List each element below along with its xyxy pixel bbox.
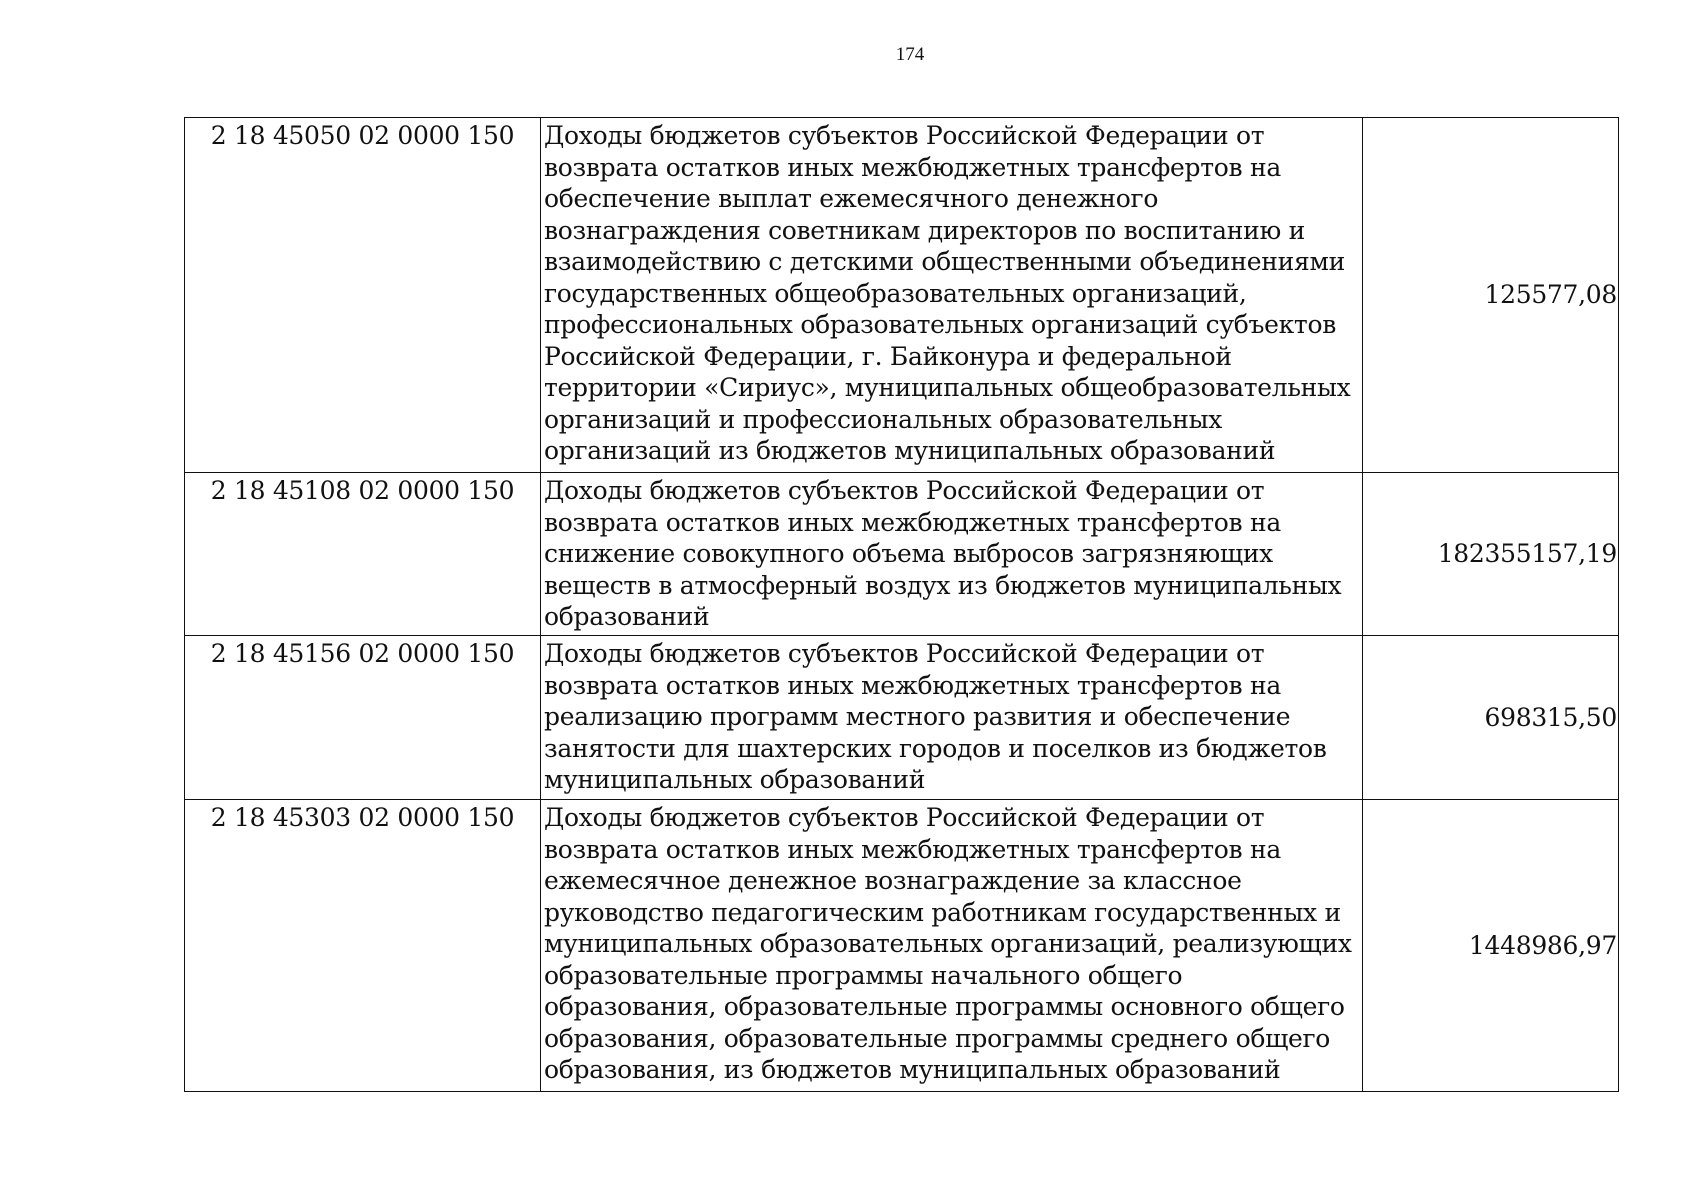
description-cell: Доходы бюджетов субъектов Российской Федерации от возврата остатков иных межбюджетных трансфертов на ежемесячное денежное вознаграждение за классное руководство педагогическим работникам государственных и муниципальных образовательных организаций, реализующих образовательные программы начального общего образования, образовательные программы основного общего образования, образовательные программы среднего общего образования, из бюджетов муниципальных образований: [541, 800, 1363, 1092]
description-cell: Доходы бюджетов субъектов Российской Федерации от возврата остатков иных межбюджетных трансфертов на обеспечение выплат ежемесячного денежного вознаграждения советникам директоров по воспитанию и взаимодействию с детскими общественными объединениями государственных общеобразовательных организаций, профессиональных образовательных организаций субъектов Российской Федерации, г. Байконура и федеральной территории «Сириус», муниципальных общеобразовательных организаций и профессиональных образовательных организаций из бюджетов муниципальных образований: [541, 118, 1363, 473]
revenue-table: [184, 117, 1619, 1092]
table-row: [185, 118, 1619, 473]
amount-cell: 125577,08: [1363, 118, 1619, 473]
budget-code-cell: 2 18 45050 02 0000 150: [185, 118, 541, 473]
page-number: 174: [895, 44, 925, 65]
table-row: [185, 800, 1619, 1092]
table-row: [185, 636, 1619, 800]
amount-cell: 1448986,97: [1363, 800, 1619, 1092]
amount-cell: 182355157,19: [1363, 473, 1619, 636]
budget-code-cell: 2 18 45303 02 0000 150: [185, 800, 541, 1092]
budget-code-cell: 2 18 45108 02 0000 150: [185, 473, 541, 636]
description-cell: Доходы бюджетов субъектов Российской Федерации от возврата остатков иных межбюджетных трансфертов на реализацию программ местного развития и обеспечение занятости для шахтерских городов и поселков из бюджетов муниципальных образований: [541, 636, 1363, 800]
description-cell: Доходы бюджетов субъектов Российской Федерации от возврата остатков иных межбюджетных трансфертов на снижение совокупного объема выбросов загрязняющих веществ в атмосферный воздух из бюджетов муниципальных образований: [541, 473, 1363, 636]
amount-cell: 698315,50: [1363, 636, 1619, 800]
budget-code-cell: 2 18 45156 02 0000 150: [185, 636, 541, 800]
table-row: [185, 473, 1619, 636]
